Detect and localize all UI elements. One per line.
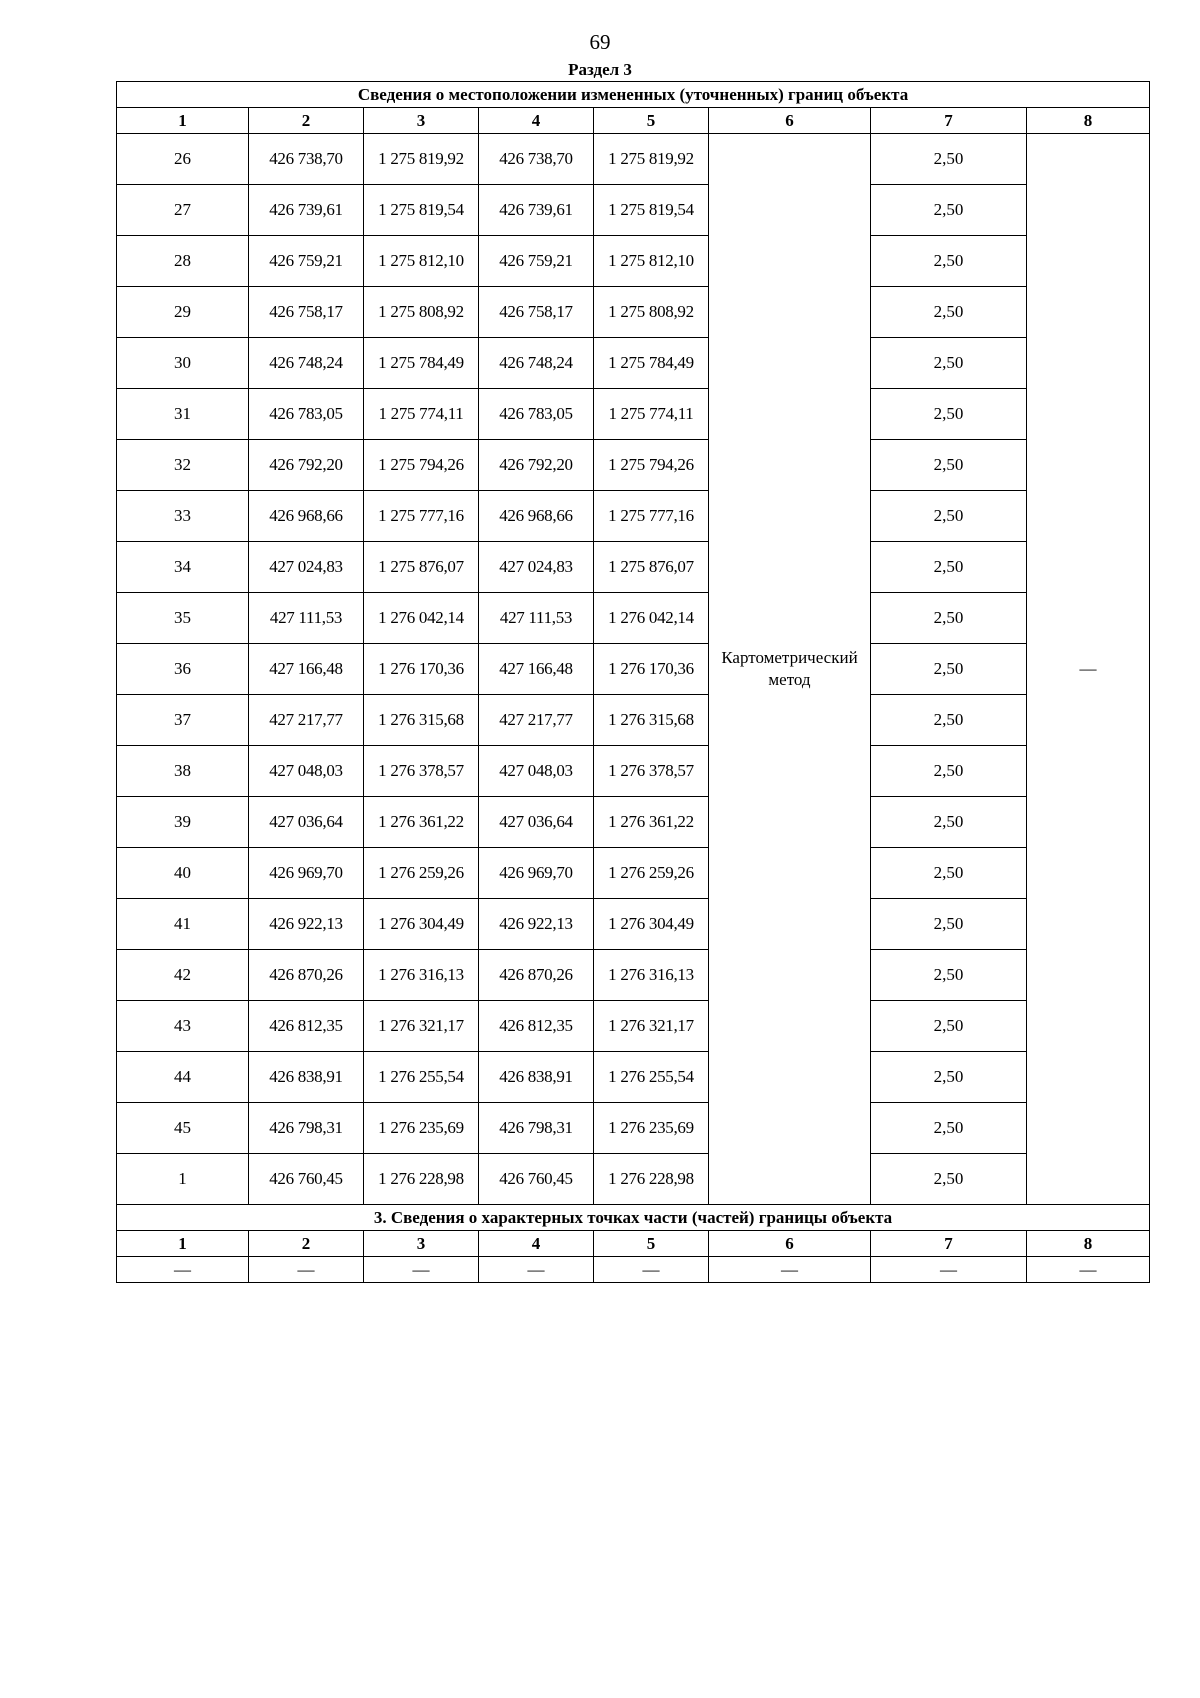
x-coordinate-existing: 426 922,13 [249, 899, 364, 950]
table-row [117, 134, 1150, 185]
y-coordinate-new: 1 275 808,92 [594, 287, 709, 338]
point-number: 44 [117, 1052, 249, 1103]
table-row [117, 593, 1150, 644]
table-row [117, 899, 1150, 950]
point-number: 38 [117, 746, 249, 797]
x-coordinate-new: 426 838,91 [479, 1052, 594, 1103]
accuracy-value: 2,50 [871, 848, 1027, 899]
table-cell: — [479, 1257, 594, 1283]
table-cell: — [871, 1257, 1027, 1283]
table-row [117, 185, 1150, 236]
column-number: 8 [1027, 1231, 1150, 1257]
y-coordinate-new: 1 276 315,68 [594, 695, 709, 746]
x-coordinate-existing: 426 738,70 [249, 134, 364, 185]
accuracy-value: 2,50 [871, 899, 1027, 950]
table-row [117, 746, 1150, 797]
accuracy-value: 2,50 [871, 185, 1027, 236]
accuracy-value: 2,50 [871, 1154, 1027, 1205]
y-coordinate-new: 1 275 819,54 [594, 185, 709, 236]
column-number: 2 [249, 108, 364, 134]
x-coordinate-new: 426 922,13 [479, 899, 594, 950]
x-coordinate-new: 426 969,70 [479, 848, 594, 899]
table-row [117, 1154, 1150, 1205]
table-row [117, 644, 1150, 695]
y-coordinate-new: 1 276 378,57 [594, 746, 709, 797]
point-number: 26 [117, 134, 249, 185]
x-coordinate-new: 426 758,17 [479, 287, 594, 338]
column-number: 3 [364, 108, 479, 134]
y-coordinate-existing: 1 276 259,26 [364, 848, 479, 899]
table-row [117, 797, 1150, 848]
y-coordinate-new: 1 276 321,17 [594, 1001, 709, 1052]
point-number: 1 [117, 1154, 249, 1205]
accuracy-value: 2,50 [871, 797, 1027, 848]
x-coordinate-existing: 426 812,35 [249, 1001, 364, 1052]
x-coordinate-existing: 426 783,05 [249, 389, 364, 440]
column-number: 6 [709, 1231, 871, 1257]
table-row [117, 491, 1150, 542]
table-row [117, 287, 1150, 338]
y-coordinate-new: 1 276 255,54 [594, 1052, 709, 1103]
column-number: 1 [117, 1231, 249, 1257]
table-row [117, 542, 1150, 593]
column-number: 8 [1027, 108, 1150, 134]
accuracy-value: 2,50 [871, 695, 1027, 746]
accuracy-value: 2,50 [871, 389, 1027, 440]
point-number: 33 [117, 491, 249, 542]
x-coordinate-new: 426 870,26 [479, 950, 594, 1001]
point-number: 36 [117, 644, 249, 695]
x-coordinate-existing: 426 739,61 [249, 185, 364, 236]
x-coordinate-new: 426 759,21 [479, 236, 594, 287]
table-caption: Сведения о местоположении измененных (уточненных) границ объекта [117, 82, 1150, 108]
x-coordinate-existing: 427 024,83 [249, 542, 364, 593]
accuracy-value: 2,50 [871, 134, 1027, 185]
table-row [117, 1052, 1150, 1103]
y-coordinate-new: 1 275 812,10 [594, 236, 709, 287]
x-coordinate-new: 426 812,35 [479, 1001, 594, 1052]
y-coordinate-existing: 1 276 235,69 [364, 1103, 479, 1154]
table-row [117, 1001, 1150, 1052]
point-number: 30 [117, 338, 249, 389]
y-coordinate-existing: 1 275 819,54 [364, 185, 479, 236]
point-number: 28 [117, 236, 249, 287]
y-coordinate-new: 1 276 235,69 [594, 1103, 709, 1154]
accuracy-value: 2,50 [871, 746, 1027, 797]
y-coordinate-new: 1 276 042,14 [594, 593, 709, 644]
point-number: 41 [117, 899, 249, 950]
y-coordinate-existing: 1 276 304,49 [364, 899, 479, 950]
accuracy-value: 2,50 [871, 338, 1027, 389]
x-coordinate-existing: 426 870,26 [249, 950, 364, 1001]
x-coordinate-new: 427 036,64 [479, 797, 594, 848]
x-coordinate-new: 426 739,61 [479, 185, 594, 236]
y-coordinate-existing: 1 275 876,07 [364, 542, 479, 593]
y-coordinate-new: 1 275 819,92 [594, 134, 709, 185]
accuracy-value: 2,50 [871, 542, 1027, 593]
y-coordinate-existing: 1 275 784,49 [364, 338, 479, 389]
y-coordinate-existing: 1 276 315,68 [364, 695, 479, 746]
point-number: 35 [117, 593, 249, 644]
x-coordinate-existing: 426 792,20 [249, 440, 364, 491]
y-coordinate-new: 1 276 304,49 [594, 899, 709, 950]
x-coordinate-new: 427 111,53 [479, 593, 594, 644]
y-coordinate-new: 1 276 259,26 [594, 848, 709, 899]
x-coordinate-new: 427 166,48 [479, 644, 594, 695]
table-row [117, 1103, 1150, 1154]
boundary-coordinates-table [116, 81, 1150, 1283]
x-coordinate-existing: 426 838,91 [249, 1052, 364, 1103]
point-number: 43 [117, 1001, 249, 1052]
point-number: 34 [117, 542, 249, 593]
column-number: 1 [117, 108, 249, 134]
table-cell: — [249, 1257, 364, 1283]
accuracy-value: 2,50 [871, 950, 1027, 1001]
y-coordinate-existing: 1 276 042,14 [364, 593, 479, 644]
x-coordinate-new: 426 783,05 [479, 389, 594, 440]
x-coordinate-new: 426 738,70 [479, 134, 594, 185]
y-coordinate-existing: 1 275 819,92 [364, 134, 479, 185]
empty-data-row [117, 1257, 1150, 1283]
column-number: 5 [594, 108, 709, 134]
point-number: 27 [117, 185, 249, 236]
column-number: 2 [249, 1231, 364, 1257]
accuracy-value: 2,50 [871, 1001, 1027, 1052]
method-cell: Картометрический метод [709, 134, 871, 1205]
y-coordinate-existing: 1 276 255,54 [364, 1052, 479, 1103]
point-number: 32 [117, 440, 249, 491]
x-coordinate-new: 427 024,83 [479, 542, 594, 593]
point-number: 42 [117, 950, 249, 1001]
column-number: 7 [871, 1231, 1027, 1257]
y-coordinate-new: 1 275 794,26 [594, 440, 709, 491]
table-cell: — [364, 1257, 479, 1283]
x-coordinate-new: 426 792,20 [479, 440, 594, 491]
column-number-row [117, 108, 1150, 134]
accuracy-value: 2,50 [871, 236, 1027, 287]
y-coordinate-existing: 1 275 794,26 [364, 440, 479, 491]
x-coordinate-existing: 426 760,45 [249, 1154, 364, 1205]
y-coordinate-existing: 1 276 170,36 [364, 644, 479, 695]
y-coordinate-existing: 1 275 774,11 [364, 389, 479, 440]
page-number: 69 [589, 30, 611, 54]
point-number: 29 [117, 287, 249, 338]
y-coordinate-new: 1 276 170,36 [594, 644, 709, 695]
table-row [117, 440, 1150, 491]
y-coordinate-new: 1 275 777,16 [594, 491, 709, 542]
accuracy-value: 2,50 [871, 287, 1027, 338]
y-coordinate-new: 1 275 774,11 [594, 389, 709, 440]
accuracy-value: 2,50 [871, 593, 1027, 644]
x-coordinate-new: 426 968,66 [479, 491, 594, 542]
x-coordinate-existing: 427 166,48 [249, 644, 364, 695]
table-cell: — [117, 1257, 249, 1283]
x-coordinate-existing: 426 798,31 [249, 1103, 364, 1154]
x-coordinate-existing: 427 217,77 [249, 695, 364, 746]
y-coordinate-new: 1 275 784,49 [594, 338, 709, 389]
y-coordinate-new: 1 275 876,07 [594, 542, 709, 593]
x-coordinate-existing: 426 968,66 [249, 491, 364, 542]
x-coordinate-existing: 427 036,64 [249, 797, 364, 848]
accuracy-value: 2,50 [871, 491, 1027, 542]
column-number: 3 [364, 1231, 479, 1257]
table-row [117, 338, 1150, 389]
accuracy-value: 2,50 [871, 440, 1027, 491]
point-number: 37 [117, 695, 249, 746]
table-caption: 3. Сведения о характерных точках части (частей) границы объекта [117, 1205, 1150, 1231]
column-number: 4 [479, 1231, 594, 1257]
column-number-row [117, 1231, 1150, 1257]
point-number: 40 [117, 848, 249, 899]
y-coordinate-new: 1 276 316,13 [594, 950, 709, 1001]
x-coordinate-new: 427 217,77 [479, 695, 594, 746]
y-coordinate-existing: 1 276 316,13 [364, 950, 479, 1001]
y-coordinate-new: 1 276 228,98 [594, 1154, 709, 1205]
y-coordinate-existing: 1 275 808,92 [364, 287, 479, 338]
table-cell: — [709, 1257, 871, 1283]
column-number: 7 [871, 108, 1027, 134]
table-caption-row [117, 1205, 1150, 1231]
y-coordinate-existing: 1 275 777,16 [364, 491, 479, 542]
point-number: 45 [117, 1103, 249, 1154]
table-row [117, 695, 1150, 746]
x-coordinate-new: 427 048,03 [479, 746, 594, 797]
x-coordinate-existing: 426 758,17 [249, 287, 364, 338]
table-row [117, 236, 1150, 287]
x-coordinate-new: 426 798,31 [479, 1103, 594, 1154]
x-coordinate-existing: 426 748,24 [249, 338, 364, 389]
point-number: 39 [117, 797, 249, 848]
table-caption-row [117, 82, 1150, 108]
column-number: 5 [594, 1231, 709, 1257]
y-coordinate-new: 1 276 361,22 [594, 797, 709, 848]
x-coordinate-new: 426 748,24 [479, 338, 594, 389]
x-coordinate-existing: 426 969,70 [249, 848, 364, 899]
x-coordinate-new: 426 760,45 [479, 1154, 594, 1205]
table-cell: — [594, 1257, 709, 1283]
accuracy-value: 2,50 [871, 1103, 1027, 1154]
point-number: 31 [117, 389, 249, 440]
column-number: 6 [709, 108, 871, 134]
table-cell: — [1027, 1257, 1150, 1283]
y-coordinate-existing: 1 276 321,17 [364, 1001, 479, 1052]
y-coordinate-existing: 1 276 228,98 [364, 1154, 479, 1205]
y-coordinate-existing: 1 276 378,57 [364, 746, 479, 797]
x-coordinate-existing: 426 759,21 [249, 236, 364, 287]
y-coordinate-existing: 1 275 812,10 [364, 236, 479, 287]
section-title: Раздел 3 [568, 60, 632, 79]
accuracy-value: 2,50 [871, 1052, 1027, 1103]
table-row [117, 848, 1150, 899]
x-coordinate-existing: 427 048,03 [249, 746, 364, 797]
column-8-cell: — [1027, 134, 1150, 1205]
accuracy-value: 2,50 [871, 644, 1027, 695]
x-coordinate-existing: 427 111,53 [249, 593, 364, 644]
table-row [117, 950, 1150, 1001]
table-row [117, 389, 1150, 440]
column-number: 4 [479, 108, 594, 134]
y-coordinate-existing: 1 276 361,22 [364, 797, 479, 848]
